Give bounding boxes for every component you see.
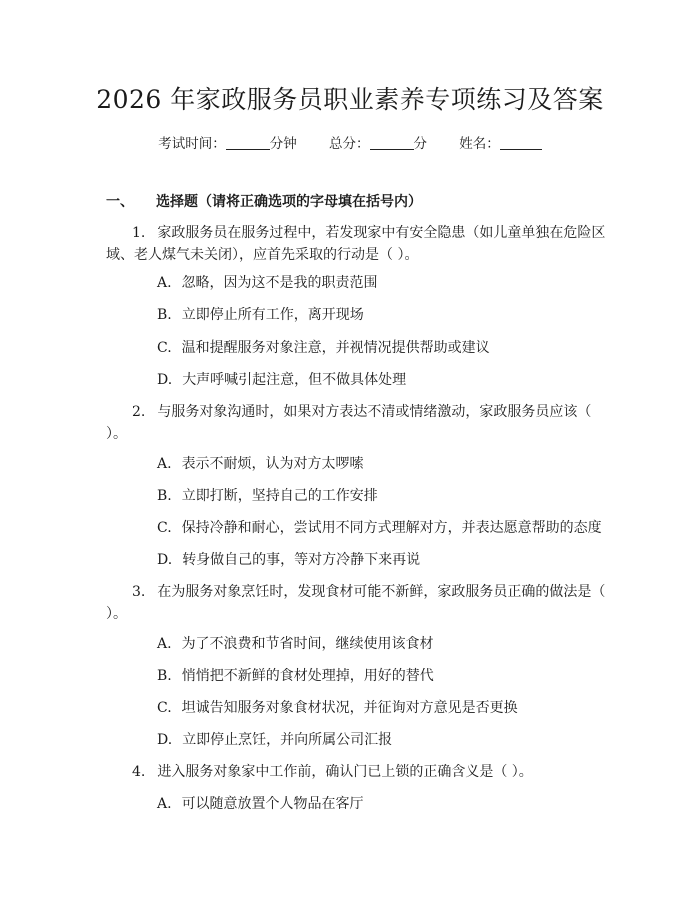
document-title: 2026 年家政服务员职业素养专项练习及答案 xyxy=(96,85,604,114)
question-4 xyxy=(106,761,606,783)
exam-time-blank xyxy=(226,135,270,150)
question-number: 3. xyxy=(132,584,146,600)
question-1 xyxy=(106,222,606,266)
option-text: 坦诚告知服务对象食材状况，并征询对方意见是否更换 xyxy=(181,700,518,716)
question-number: 4. xyxy=(132,764,146,780)
question-1-option-a xyxy=(157,272,378,294)
exam-time-field xyxy=(158,132,297,152)
question-number: 1. xyxy=(132,225,146,241)
question-2-option-c xyxy=(157,517,602,539)
question-3-option-d xyxy=(157,729,392,751)
question-2-option-b xyxy=(157,485,378,507)
total-score-blank xyxy=(370,135,414,150)
option-text: 立即停止所有工作，离开现场 xyxy=(181,307,364,323)
option-text: 保持冷静和耐心，尝试用不同方式理解对方，并表达愿意帮助的态度 xyxy=(181,520,602,536)
question-3-option-a xyxy=(157,633,434,655)
option-letter: A. xyxy=(157,796,172,812)
exam-info-line xyxy=(0,132,700,152)
option-text: 温和提醒服务对象注意，并视情况提供帮助或建议 xyxy=(181,340,490,356)
question-1-option-d xyxy=(157,369,406,391)
option-letter: B. xyxy=(157,488,172,504)
question-2-option-d xyxy=(157,549,420,571)
question-text: 与服务对象沟通时，如果对方表达不清或情绪激动，家政服务员应该（ ）。 xyxy=(106,404,592,442)
question-number: 2. xyxy=(132,404,146,420)
name-blank xyxy=(500,135,542,150)
question-3-option-b xyxy=(157,665,434,687)
option-text: 表示不耐烦，认为对方太啰嗦 xyxy=(181,456,364,472)
question-text: 在为服务对象烹饪时，发现食材可能不新鲜，家政服务员正确的做法是（ ）。 xyxy=(106,584,606,622)
question-text: 进入服务对象家中工作前，确认门已上锁的正确含义是（ ）。 xyxy=(157,764,533,780)
question-1-option-c xyxy=(157,337,490,359)
option-letter: C. xyxy=(157,700,172,716)
total-score-unit: 分 xyxy=(413,136,427,152)
question-2-option-a xyxy=(157,453,364,475)
section-title: 选择题（请将正确选项的字母填在括号内） xyxy=(156,194,422,210)
question-3-option-c xyxy=(157,697,518,719)
section-number: 一、 xyxy=(106,194,134,210)
option-text: 忽略，因为这不是我的职责范围 xyxy=(181,275,378,291)
option-text: 可以随意放置个人物品在客厅 xyxy=(181,796,364,812)
option-letter: C. xyxy=(157,520,172,536)
option-letter: D. xyxy=(157,732,173,748)
question-3 xyxy=(106,581,606,625)
option-text: 为了不浪费和节省时间，继续使用该食材 xyxy=(181,636,434,652)
section-heading xyxy=(106,191,422,211)
option-letter: A. xyxy=(157,636,172,652)
total-score-label: 总分： xyxy=(329,136,370,152)
question-text: 家政服务员在服务过程中，若发现家中有安全隐患（如儿童单独在危险区域、老人煤气未关闭），应首先采取的行动是（ ）。 xyxy=(106,225,606,263)
option-text: 悄悄把不新鲜的食材处理掉，用好的替代 xyxy=(181,668,434,684)
question-2 xyxy=(106,401,606,445)
option-letter: B. xyxy=(157,307,172,323)
option-letter: C. xyxy=(157,340,172,356)
option-letter: A. xyxy=(157,456,172,472)
option-text: 转身做自己的事，等对方冷静下来再说 xyxy=(182,552,421,568)
option-letter: D. xyxy=(157,552,173,568)
option-letter: B. xyxy=(157,668,172,684)
question-1-option-b xyxy=(157,304,364,326)
question-4-option-a xyxy=(157,793,364,815)
option-text: 大声呼喊引起注意，但不做具体处理 xyxy=(182,372,407,388)
name-field xyxy=(459,132,542,152)
name-label: 姓名： xyxy=(459,136,500,152)
total-score-field xyxy=(329,132,427,152)
exam-time-unit: 分钟 xyxy=(269,136,297,152)
option-text: 立即打断，坚持自己的工作安排 xyxy=(181,488,378,504)
option-letter: D. xyxy=(157,372,173,388)
option-letter: A. xyxy=(157,275,172,291)
option-text: 立即停止烹饪，并向所属公司汇报 xyxy=(182,732,393,748)
exam-time-label: 考试时间： xyxy=(158,136,226,152)
